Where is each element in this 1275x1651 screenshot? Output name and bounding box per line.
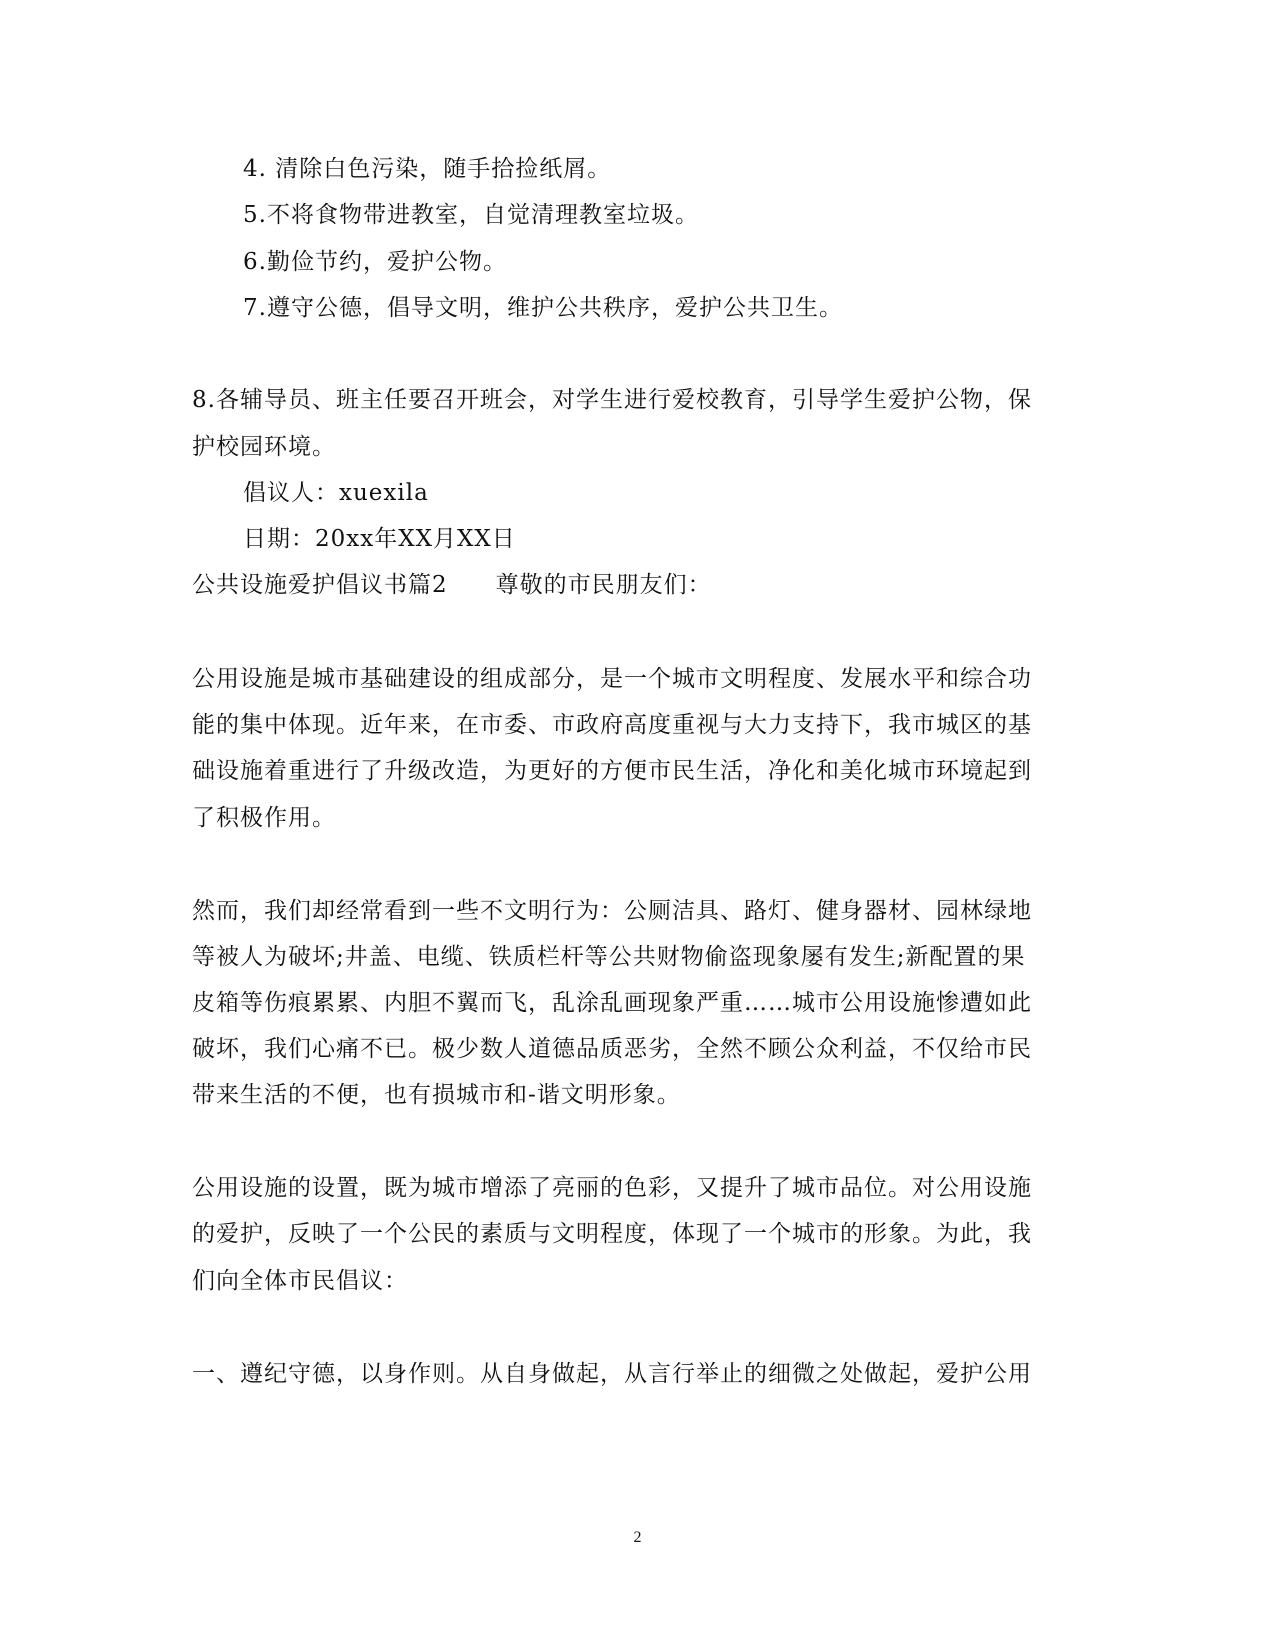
- list-item-6: 6.勤俭节约，爱护公物。: [243, 249, 507, 275]
- paragraph-1-line-2: 能的集中体现。近年来，在市委、市政府高度重视与大力支持下，我市城区的基: [192, 712, 1032, 738]
- paragraph-2-line-4: 破坏，我们心痛不已。极少数人道德品质恶劣，全然不顾公众利益，不仅给市民: [192, 1036, 1032, 1062]
- paragraph-1-line-1: 公用设施是城市基础建设的组成部分，是一个城市文明程度、发展水平和综合功: [192, 666, 1032, 692]
- paragraph-3-line-1: 公用设施的设置，既为城市增添了亮丽的色彩，又提升了城市品位。对公用设施: [192, 1175, 1032, 1201]
- list-item-5: 5.不将食物带进教室，自觉清理教室垃圾。: [243, 202, 699, 228]
- paragraph-1-line-3: 础设施着重进行了升级改造，为更好的方便市民生活，净化和美化城市环境起到: [192, 758, 1032, 784]
- list-item-7: 7.遵守公德，倡导文明，维护公共秩序，爱护公共卫生。: [243, 295, 843, 321]
- paragraph-1-line-4: 了积极作用。: [192, 805, 336, 831]
- paragraph-3-line-3: 们向全体市民倡议：: [192, 1268, 408, 1294]
- section-greeting: 尊敬的市民朋友们：: [495, 572, 712, 598]
- paragraph-2-line-2: 等被人为破坏;井盖、电缆、铁质栏杆等公共财物偷盗现象屡有发生;新配置的果: [192, 944, 1026, 970]
- paragraph-3-line-2: 的爱护，反映了一个公民的素质与文明程度，体现了一个城市的形象。为此，我: [192, 1221, 1032, 1247]
- paragraph-2-line-5: 带来生活的不便，也有损城市和-谐文明形象。: [192, 1082, 681, 1108]
- signature-proposer: 倡议人：xuexila: [243, 480, 429, 506]
- item-8-line-2: 护校园环境。: [192, 434, 336, 460]
- section-title: 公共设施爱护倡议书篇2: [192, 572, 448, 598]
- paragraph-4-line-1: 一、遵纪守德，以身作则。从自身做起，从言行举止的细微之处做起，爱护公用: [192, 1361, 1032, 1387]
- signature-date: 日期：20xx年XX月XX日: [243, 526, 516, 552]
- paragraph-2-line-1: 然而，我们却经常看到一些不文明行为：公厕洁具、路灯、健身器材、园林绿地: [192, 898, 1032, 924]
- list-item-4: 4. 清除白色污染，随手拾捡纸屑。: [243, 156, 612, 182]
- page-number: 2: [633, 1529, 642, 1546]
- section-heading: [192, 570, 712, 600]
- paragraph-2-line-3: 皮箱等伤痕累累、内胆不翼而飞，乱涂乱画现象严重……城市公用设施惨遭如此: [192, 990, 1032, 1016]
- item-8-line-1: 8.各辅导员、班主任要召开班会，对学生进行爱校教育，引导学生爱护公物，保: [192, 387, 1032, 413]
